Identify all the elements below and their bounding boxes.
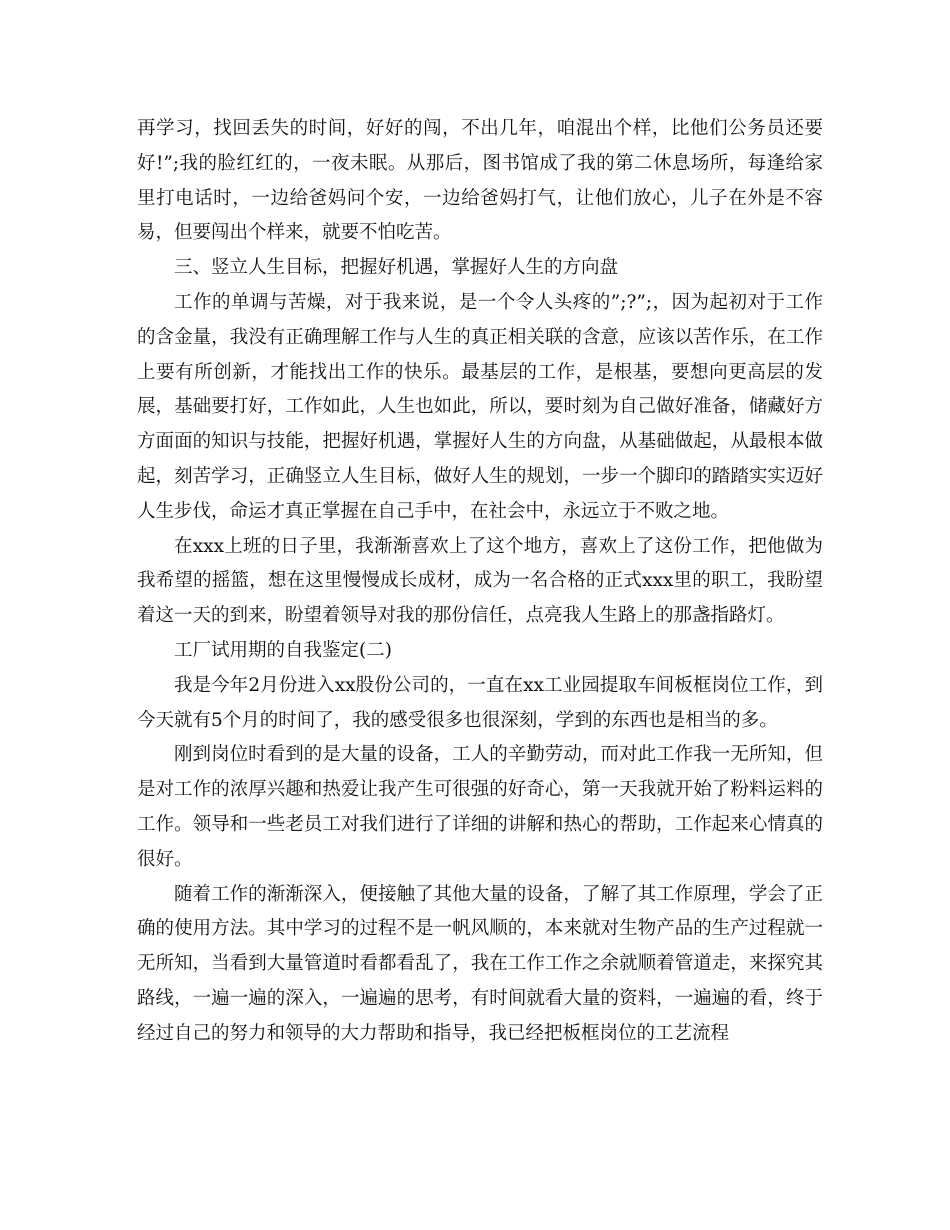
document-body — [137, 112, 823, 1052]
paragraph: 随着工作的渐渐深入，便接触了其他大量的设备，了解了其工作原理，学会了正确的使用方法。其中学习的过程不是一帆风顺的，本来就对生物产品的生产过程就一无所知，当看到大量管道时看都看乱了，我在工作工作之余就顺着管道走，来探究其路线，一遍一遍的深入，一遍遍的思考，有时间就看大量的资料，一遍遍的看，终于经过自己的努力和领导的大力帮助和指导，我已经把板框岗位的工艺流程 — [137, 883, 823, 1044]
paragraph: 在xxx上班的日子里，我渐渐喜欢上了这个地方，喜欢上了这份工作，把他做为我希望的摇篮，想在这里慢慢成长成材，成为一名合格的正式xxx里的职工，我盼望着这一天的到来，盼望着领导对我的那份信任，点亮我人生路上的那盏指路灯。 — [137, 535, 823, 627]
paragraph: 工作的单调与苦燥，对于我来说，是一个令人头疼的”;?”;，因为起初对于工作的含金量，我没有正确理解工作与人生的真正相关联的含意，应该以苦作乐，在工作上要有所创新，才能找出工作的快乐。最基层的工作，是根基，要想向更高层的发展，基础要打好，工作如此，人生也如此，所以，要时刻为自己做好准备，储藏好方方面面的知识与技能，把握好机遇，掌握好人生的方向盘，从基础做起，从最根本做起，刻苦学习，正确竖立人生目标，做好人生的规划，一步一个脚印的踏踏实实迈好人生步伐，命运才真正掌握在自己手中，在社会中，永远立于不败之地。 — [137, 291, 823, 522]
paragraph: 我是今年2月份进入xx股份公司的，一直在xx工业园提取车间板框岗位工作，到今天就有5个月的时间了，我的感受很多也很深刻，学到的东西也是相当的多。 — [137, 674, 823, 731]
paragraph-continued: 再学习，找回丢失的时间，好好的闯，不出几年，咱混出个样，比他们公务员还要好!”;我的脸红红的，一夜未眠。从那后，图书馆成了我的第二休息场所，每逢给家里打电话时，一边给爸妈问个安，一边给爸妈打气，让他们放心，儿子在外是不容易，但要闯出个样来，就要不怕吃苦。 — [137, 118, 823, 244]
document-subtitle: 工厂试用期的自我鉴定(二) — [174, 639, 392, 661]
section-heading-3: 三、竖立人生目标，把握好机遇，掌握好人生的方向盘 — [174, 257, 619, 279]
paragraph: 刚到岗位时看到的是大量的设备，工人的辛勤劳动，而对此工作我一无所知，但是对工作的浓厚兴趣和热爱让我产生可很强的好奇心，第一天我就开始了粉料运料的工作。领导和一些老员工对我们进行了详细的讲解和热心的帮助，工作起来心情真的很好。 — [137, 744, 823, 870]
